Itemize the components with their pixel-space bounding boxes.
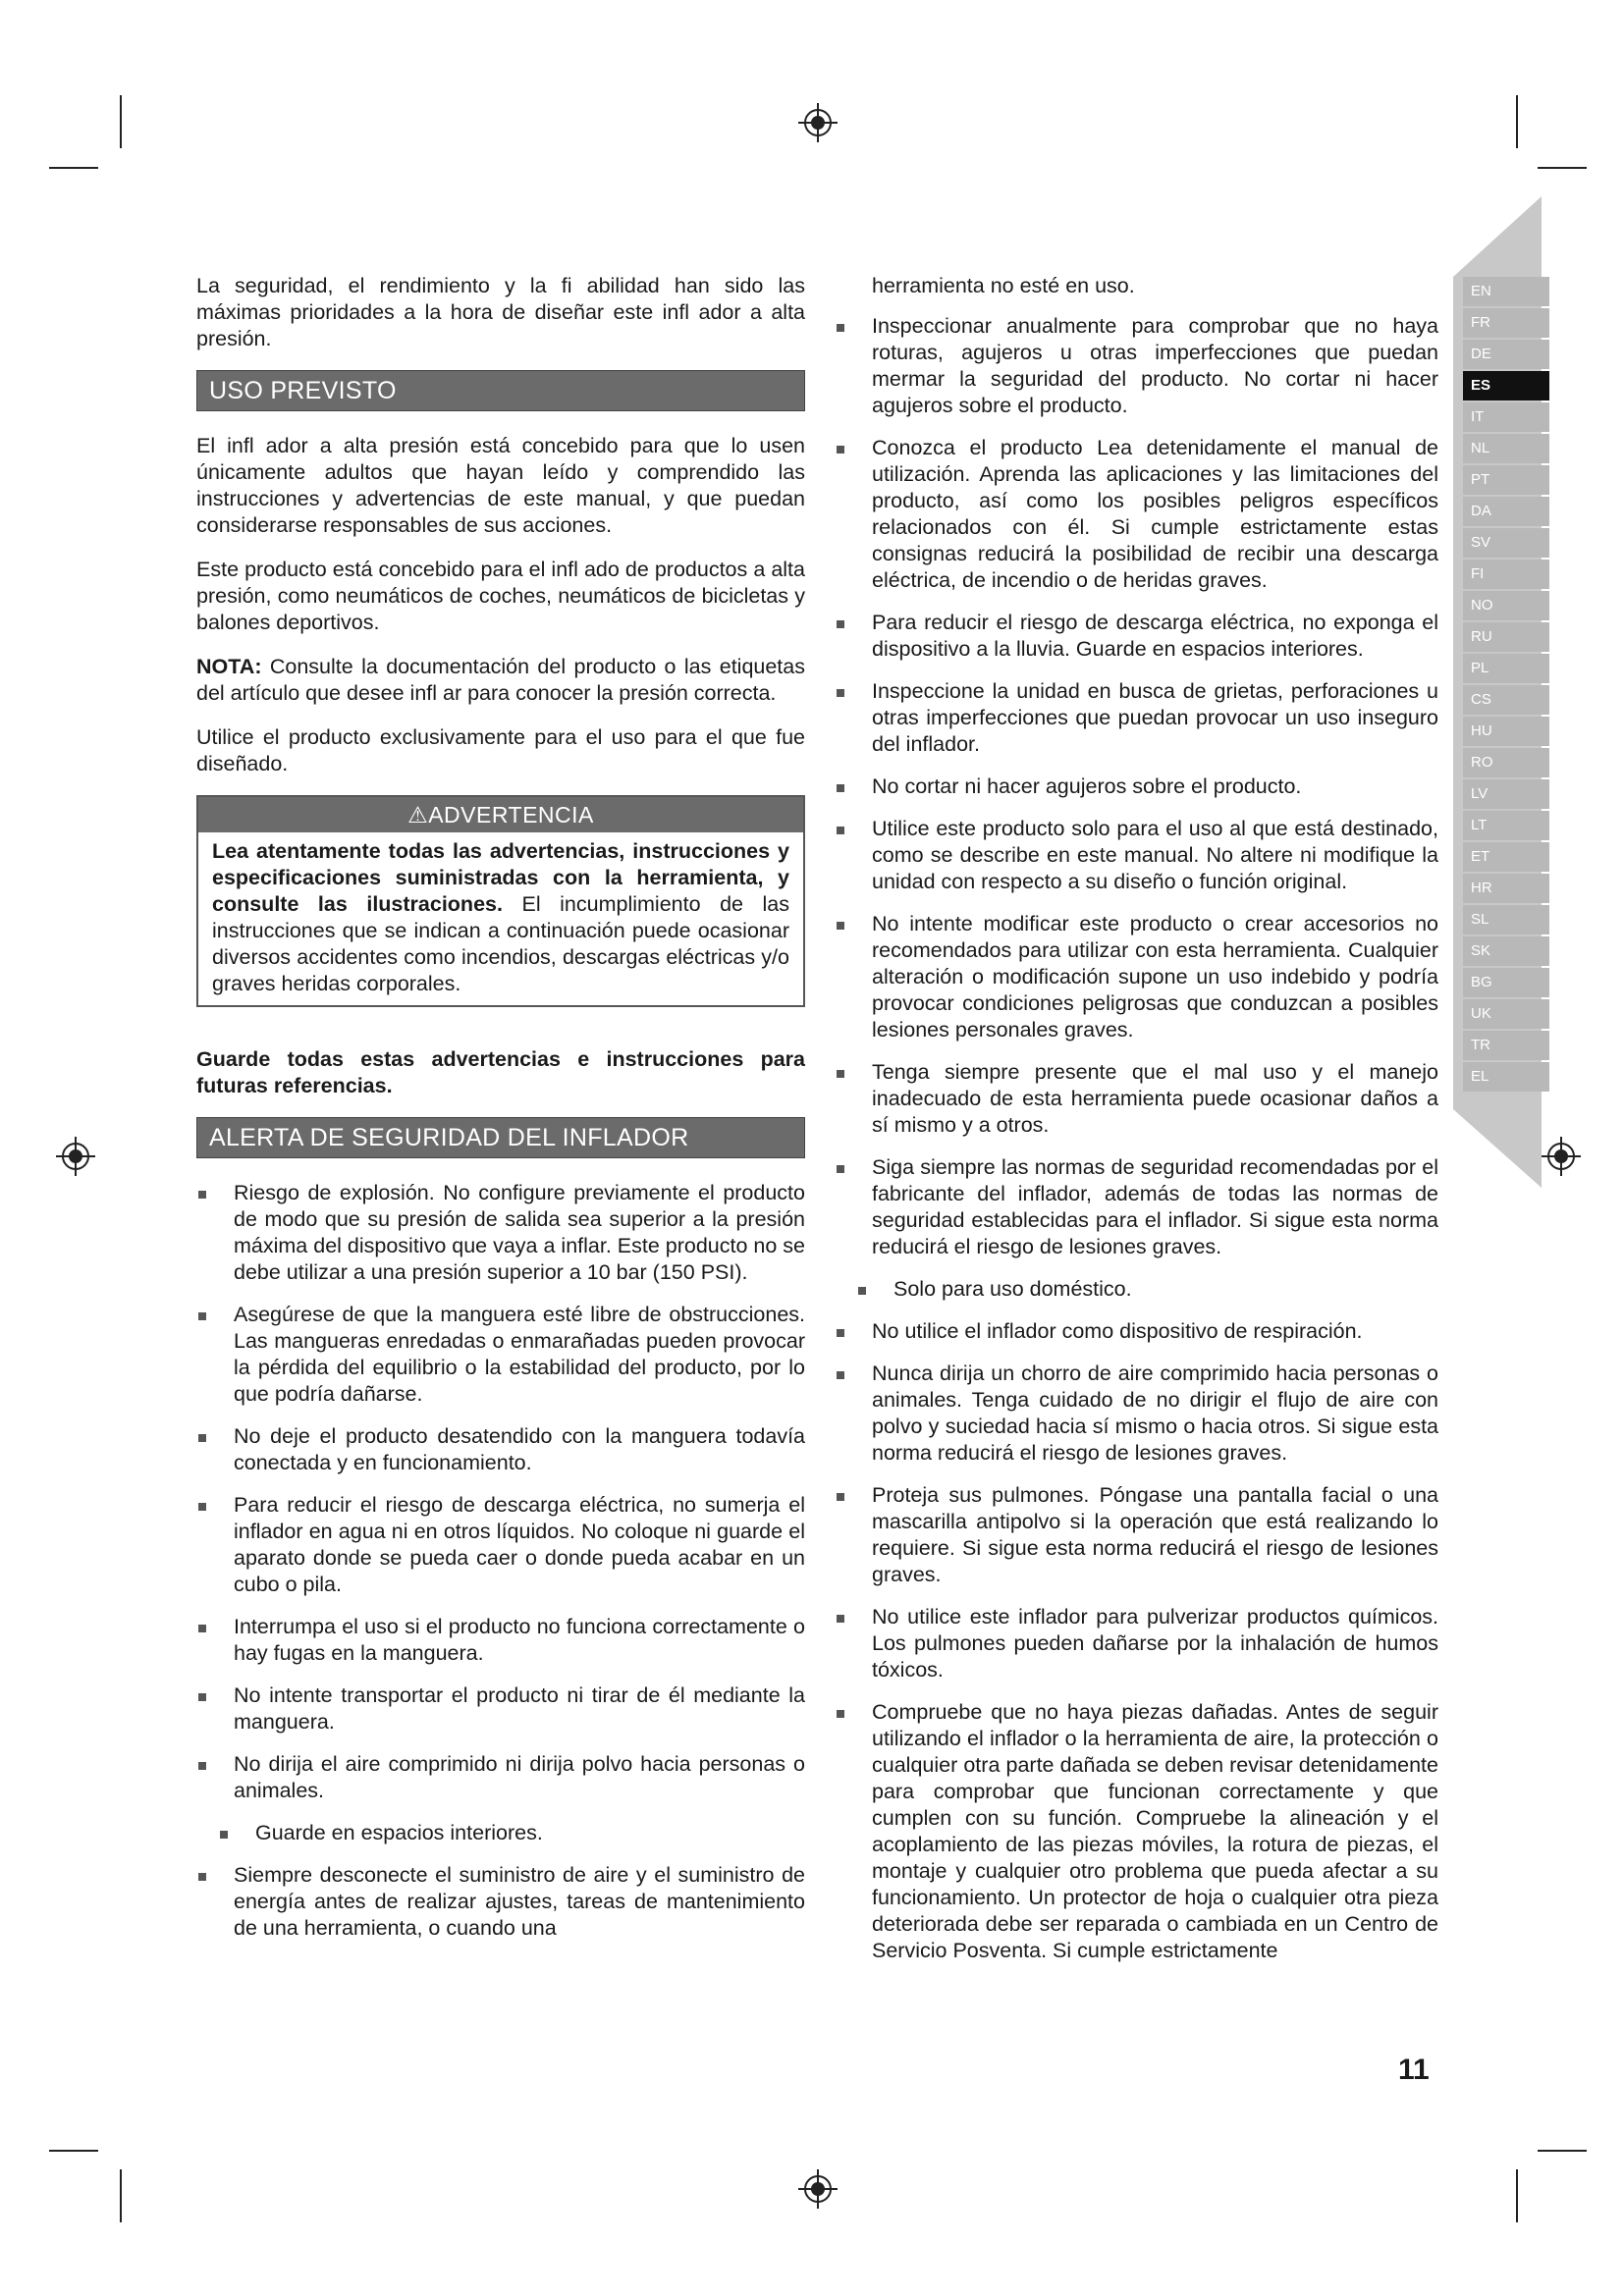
language-tabs — [1463, 277, 1549, 1094]
list-item: Interrumpa el uso si el producto no funciona correctamente o hay fugas en la manguera. — [196, 1614, 805, 1667]
list-item: Riesgo de explosión. No configure previamente el producto de modo que su presión de salida sea superior a la presión máxima del dispositivo que vaya a inflar. Este producto no se debe utilizar a una presión superior a 10 bar (150 PSI). — [196, 1180, 805, 1286]
right-column — [835, 273, 1438, 1980]
list-item: No intente transportar el producto ni tirar de él mediante la manguera. — [196, 1682, 805, 1735]
list-item: Guarde en espacios interiores. — [196, 1820, 805, 1846]
language-tab-bg[interactable]: BG — [1463, 968, 1549, 997]
language-tab-no[interactable]: NO — [1463, 591, 1549, 620]
intro-paragraph: La seguridad, el rendimiento y la fi abilidad han sido las máximas prioridades a la hora de diseñar este infl ador a alta presión. — [196, 274, 805, 350]
alerta-heading: ALERTA DE SEGURIDAD DEL INFLADOR — [196, 1117, 805, 1158]
crop-mark-top-right-h — [1538, 167, 1587, 169]
uso-previsto-paragraph-2: Este producto está concebido para el infl ado de productos a alta presión, como neumáticos de coches, neumáticos de bicicletas y balones deportivos. — [196, 558, 805, 634]
language-tab-uk[interactable]: UK — [1463, 999, 1549, 1029]
language-tab-it[interactable]: IT — [1463, 402, 1549, 432]
crop-mark-top-left-h — [49, 167, 98, 169]
list-item: No utilice el inflador como dispositivo de respiración. — [835, 1318, 1438, 1345]
language-tab-nl[interactable]: NL — [1463, 434, 1549, 463]
left-column — [196, 273, 805, 1957]
language-tab-sk[interactable]: SK — [1463, 936, 1549, 966]
list-item: Utilice este producto solo para el uso al que está destinado, como se describe en este manual. No altere ni modifique la unidad con respecto a su diseño o función original. — [835, 816, 1438, 895]
list-item: Conozca el producto Lea detenidamente el manual de utilización. Aprenda las aplicaciones y las limitaciones del producto, así como los posibles peligros específicos relacionados con él. Si cumple estrictamente estas consignas reducirá la posibilidad de recibir una descarga eléctrica, de incendio o de heridas graves. — [835, 435, 1438, 594]
list-item: Asegúrese de que la manguera esté libre de obstrucciones. Las mangueras enredadas o enmarañadas pueden provocar la pérdida del equilibrio o la estabilidad del producto, por lo que podría dañarse. — [196, 1302, 805, 1408]
list-item: No deje el producto desatendido con la manguera todavía conectada y en funcionamiento. — [196, 1423, 805, 1476]
list-item: Siempre desconecte el suministro de aire y el suministro de energía antes de realizar ajustes, tareas de mantenimiento de una herramienta, o cuando una — [196, 1862, 805, 1942]
crop-mark-bottom-left-h — [49, 2150, 98, 2152]
language-tab-lt[interactable]: LT — [1463, 811, 1549, 840]
crop-mark-bottom-left-v — [120, 2169, 122, 2222]
uso-previsto-paragraph-1: El infl ador a alta presión está concebido para que lo usen únicamente adultos que hayan leído y comprendido las instrucciones y advertencias de este manual, y que puedan considerarse responsables de sus acciones. — [196, 434, 805, 537]
language-tab-hu[interactable]: HU — [1463, 717, 1549, 746]
list-item: No dirija el aire comprimido ni dirija polvo hacia personas o animales. — [196, 1751, 805, 1804]
language-tab-ro[interactable]: RO — [1463, 748, 1549, 777]
list-item: No utilice este inflador para pulverizar productos químicos. Los pulmones pueden dañarse por la inhalación de humos tóxicos. — [835, 1604, 1438, 1683]
crop-mark-top-left-v — [120, 95, 122, 148]
list-item: Inspeccione la unidad en busca de grietas, perforaciones u otras imperfecciones que puedan provocar un uso inseguro del inflador. — [835, 678, 1438, 758]
nota-text: Consulte la documentación del producto o las etiquetas del artículo que desee infl ar para conocer la presión correcta. — [196, 655, 805, 705]
list-item: Siga siempre las normas de seguridad recomendadas por el fabricante del inflador, además de todas las normas de seguridad establecidas para el inflador. Si sigue esta norma reducirá el riesgo de lesiones graves. — [835, 1154, 1438, 1260]
uso-previsto-heading: USO PREVISTO — [196, 370, 805, 411]
language-tab-tr[interactable]: TR — [1463, 1031, 1549, 1060]
advertencia-heading: ⚠ADVERTENCIA — [198, 797, 803, 832]
language-tab-es[interactable]: ES — [1463, 371, 1549, 400]
language-tab-da[interactable]: DA — [1463, 497, 1549, 526]
language-tab-sv[interactable]: SV — [1463, 528, 1549, 558]
language-tab-el[interactable]: EL — [1463, 1062, 1549, 1092]
warning-triangle-icon: ⚠ — [407, 802, 429, 828]
advertencia-body — [198, 832, 803, 1005]
list-item: Compruebe que no haya piezas dañadas. Antes de seguir utilizando el inflador o la herramienta de aire, la protección o cualquier otra parte dañada se deben revisar detenidamente para comprobar que funcionan correctamente y que cumplen con su función. Compruebe la alineación y el acoplamiento de las piezas móviles, la rotura de piezas, el montaje y cualquier otro problema que pueda afectar a su funcionamiento. Un protector de hoja o cualquier otra pieza deteriorada debe ser reparada o cambiada en un Centro de Servicio Posventa. Si cumple estrictamente — [835, 1699, 1438, 1964]
language-tab-sl[interactable]: SL — [1463, 905, 1549, 934]
language-tab-hr[interactable]: HR — [1463, 874, 1549, 903]
language-tab-en[interactable]: EN — [1463, 277, 1549, 306]
language-tab-cs[interactable]: CS — [1463, 685, 1549, 715]
advertencia-body-text: El incumplimiento de las instrucciones que se indican a continuación puede ocasionar diversos accidentes como incendios, descargas eléctricas y/o graves heridas corporales. — [212, 892, 789, 995]
crop-mark-bottom-right-h — [1538, 2150, 1587, 2152]
list-item: Para reducir el riesgo de descarga eléctrica, no exponga el dispositivo a la lluvia. Guarde en espacios interiores. — [835, 610, 1438, 663]
nota-label: NOTA: — [196, 655, 262, 678]
language-tab-pt[interactable]: PT — [1463, 465, 1549, 495]
language-tab-fi[interactable]: FI — [1463, 560, 1549, 589]
page-number: 11 — [1398, 2054, 1430, 2086]
alerta-left-list — [196, 1180, 805, 1942]
registration-mark-top-icon — [798, 103, 838, 142]
list-item: No cortar ni hacer agujeros sobre el producto. — [835, 774, 1438, 800]
registration-mark-bottom-icon — [798, 2169, 838, 2209]
nota-paragraph — [196, 654, 805, 707]
list-item: Tenga siempre presente que el mal uso y el manejo inadecuado de esta herramienta puede ocasionar daños a sí mismo y a otros. — [835, 1059, 1438, 1139]
save-instructions-note: Guarde todas estas advertencias e instrucciones para futuras referencias. — [196, 1047, 805, 1097]
language-tab-lv[interactable]: LV — [1463, 779, 1549, 809]
language-tab-ru[interactable]: RU — [1463, 622, 1549, 652]
registration-mark-left-icon — [56, 1137, 95, 1176]
language-tab-et[interactable]: ET — [1463, 842, 1549, 872]
language-tab-de[interactable]: DE — [1463, 340, 1549, 369]
language-tab-fr[interactable]: FR — [1463, 308, 1549, 338]
crop-mark-bottom-right-v — [1516, 2169, 1518, 2222]
continuation-text: herramienta no esté en uso. — [872, 274, 1135, 297]
list-item: Proteja sus pulmones. Póngase una pantalla facial o una mascarilla antipolvo si la operación que está realizando lo requiere. Si sigue esta norma reducirá el riesgo de lesiones graves. — [835, 1482, 1438, 1588]
advertencia-bold-text: Lea atentamente todas las advertencias, instrucciones y especificaciones suministradas con la herramienta, y consulte las ilustraciones. — [212, 839, 789, 916]
registration-mark-right-icon — [1542, 1137, 1581, 1176]
alerta-right-list — [835, 313, 1438, 1964]
list-item: Nunca dirija un chorro de aire comprimido hacia personas o animales. Tenga cuidado de no dirigir el flujo de aire con polvo y suciedad hacia sí mismo o hacia otros. Si sigue esta norma reducirá el riesgo de lesiones graves. — [835, 1361, 1438, 1467]
list-item: Inspeccionar anualmente para comprobar que no haya roturas, agujeros u otras imperfecciones que puedan mermar la seguridad del producto. No cortar ni hacer agujeros sobre el producto. — [835, 313, 1438, 419]
crop-mark-top-right-v — [1516, 95, 1518, 148]
uso-previsto-closing: Utilice el producto exclusivamente para el uso para el que fue diseñado. — [196, 725, 805, 775]
list-item: Solo para uso doméstico. — [835, 1276, 1438, 1303]
language-tab-pl[interactable]: PL — [1463, 654, 1549, 683]
list-item: Para reducir el riesgo de descarga eléctrica, no sumerja el inflador en agua ni en otros líquidos. No coloque ni guarde el aparato donde se pueda caer o donde pueda acabar en un cubo o pila. — [196, 1492, 805, 1598]
advertencia-box — [196, 795, 805, 1007]
list-item: No intente modificar este producto o crear accesorios no recomendados para utilizar con esta herramienta. Cualquier alteración o modificación supone un uso indebido y podría provocar condiciones peligrosas que conduzcan a posibles lesiones personales graves. — [835, 911, 1438, 1043]
